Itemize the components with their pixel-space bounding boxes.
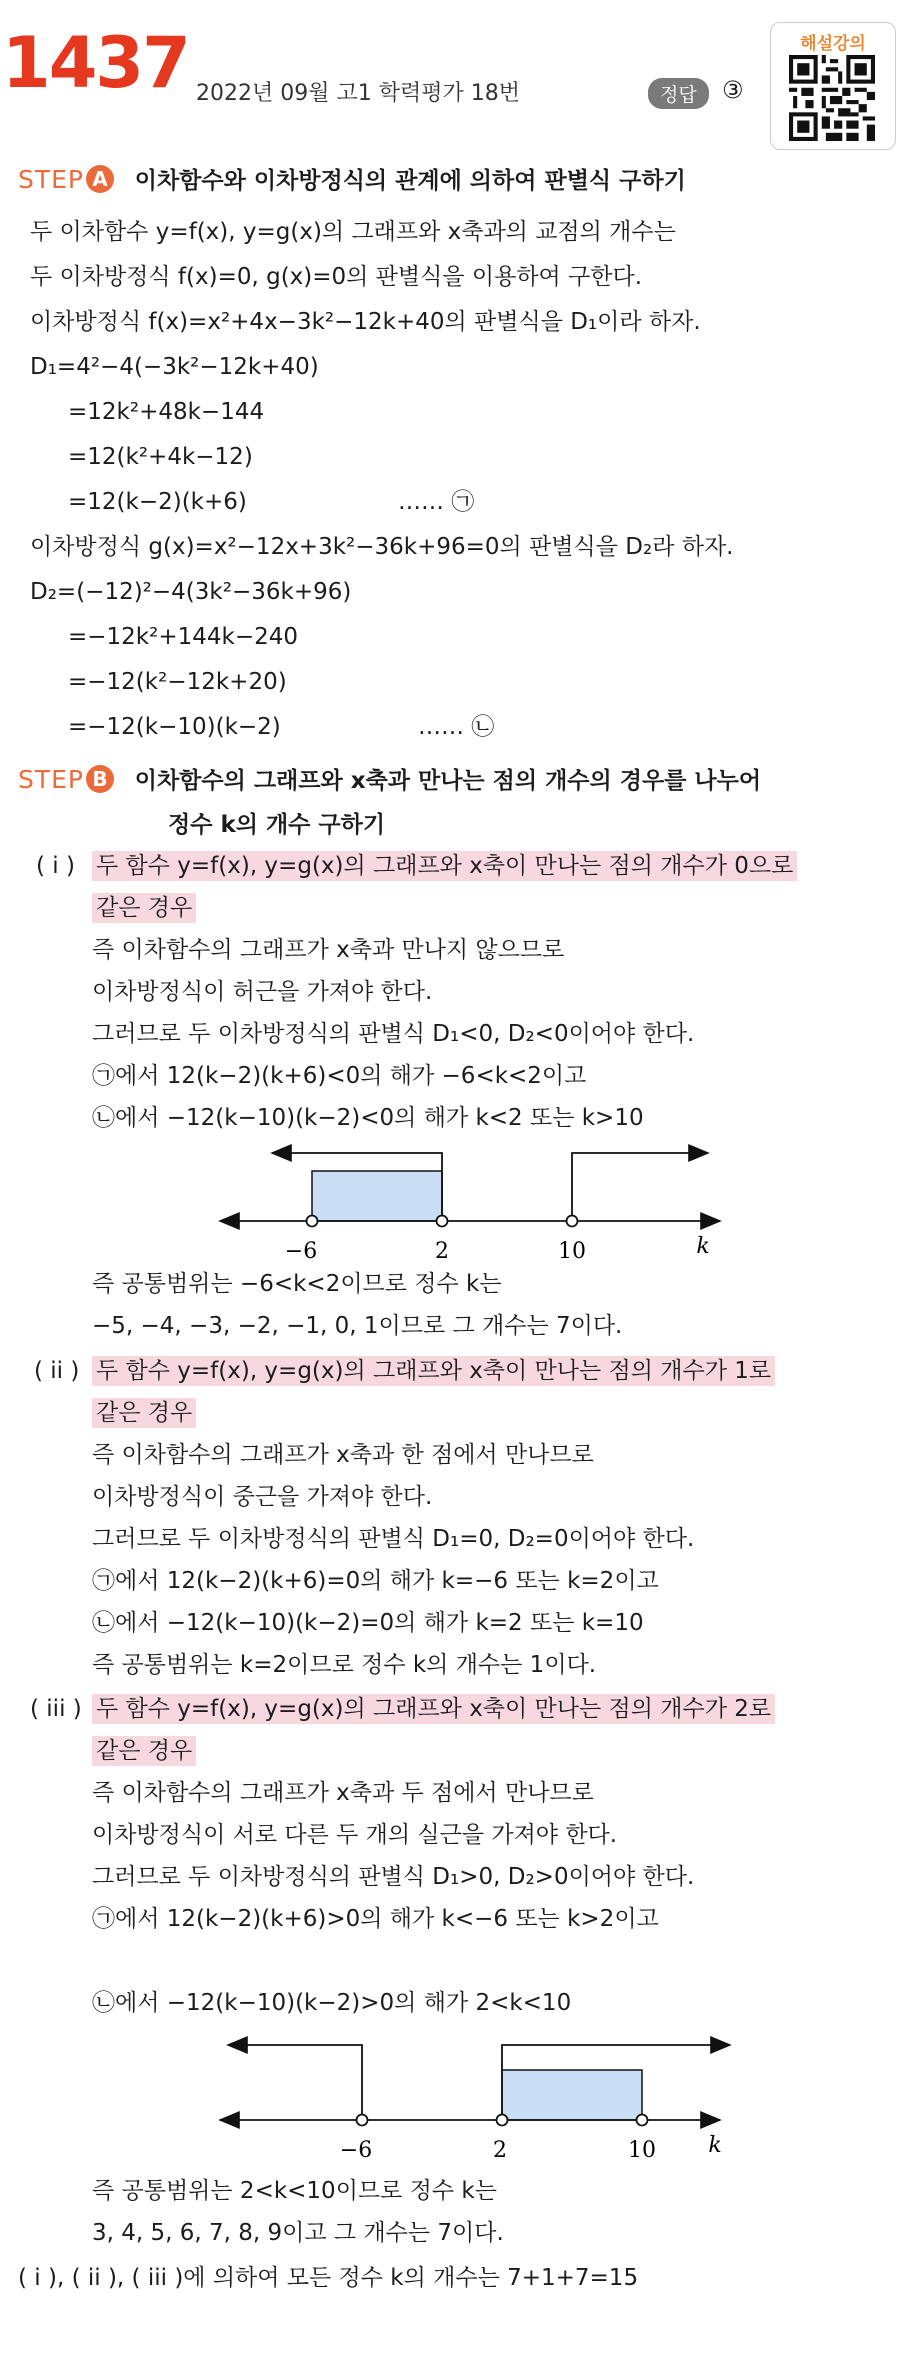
open-point [437, 1216, 448, 1227]
qr-label: 해설강의 [800, 34, 866, 54]
equation-line: =12(k−2)(k+6) [68, 489, 247, 515]
step-letter-badge: A [86, 165, 114, 193]
solution-region [502, 2070, 642, 2120]
equation-line: =−12(k²−12k+20) [68, 669, 287, 695]
step-label: STEP [18, 165, 85, 194]
case-heading [92, 850, 797, 882]
range-arrow-left [228, 2045, 362, 2120]
equation-line: =12k²+48k−144 [68, 399, 265, 425]
case-heading-text: 같은 경우 [92, 893, 196, 923]
step-b-header [18, 762, 761, 795]
case-heading-text: 같은 경우 [92, 1736, 196, 1766]
text-line: 이차방정식 g(x)=x²−12x+3k²−36k+96=0의 판별식을 D₂라 하자. [30, 534, 734, 560]
qr-lecture-box[interactable] [770, 22, 896, 150]
text-line: 즉 이차함수의 그래프가 x축과 두 점에서 만나므로 [92, 1780, 594, 1806]
open-point [357, 2115, 368, 2126]
axis-variable: k [696, 1234, 710, 1259]
problem-number: 1437 [2, 22, 189, 104]
text-line: −5, −4, −3, −2, −1, 0, 1이므로 그 개수는 7이다. [92, 1313, 623, 1339]
text-line: 그러므로 두 이차방정식의 판별식 D₁=0, D₂=0이어야 한다. [92, 1526, 695, 1552]
number-line-diagram-2 [200, 2025, 740, 2165]
step-b-title-cont: 정수 k의 개수 구하기 [168, 812, 386, 838]
equation-line: =−12(k−10)(k−2) [68, 714, 281, 740]
equation-mark: …… ㉡ [418, 714, 495, 740]
text-line: ㉡에서 −12(k−10)(k−2)<0의 해가 k<2 또는 k>10 [92, 1105, 644, 1131]
tick-label: 10 [628, 2138, 656, 2163]
case-heading [92, 1693, 775, 1725]
equation-line: D₂=(−12)²−4(3k²−36k+96) [30, 579, 352, 605]
tick-label: 10 [558, 1239, 586, 1264]
answer-badge: 정답 [648, 78, 709, 109]
open-point [567, 1216, 578, 1227]
equation-line: =−12k²+144k−240 [68, 624, 299, 650]
text-line: ㉠에서 12(k−2)(k+6)>0의 해가 k<−6 또는 k>2이고 [92, 1906, 659, 1932]
range-arrow-right [572, 1153, 708, 1221]
tick-label: −6 [339, 2138, 373, 2163]
open-point [307, 1216, 318, 1227]
number-line-diagram-1 [200, 1138, 740, 1278]
case-heading-cont [92, 1735, 196, 1767]
text-line: 이차방정식이 허근을 가져야 한다. [92, 979, 433, 1005]
tick-label: −6 [284, 1239, 318, 1264]
open-point [497, 2115, 508, 2126]
case-heading-text: 같은 경우 [92, 1398, 196, 1428]
equation-line: =12(k²+4k−12) [68, 444, 253, 470]
qr-code-icon[interactable] [785, 55, 879, 141]
tick-label: 2 [493, 2138, 507, 2163]
case-heading-text: 두 함수 y=f(x), y=g(x)의 그래프와 x축이 만나는 점의 개수가 2로 [92, 1694, 775, 1724]
text-line: 이차방정식이 서로 다른 두 개의 실근을 가져야 한다. [92, 1822, 618, 1848]
case-heading [92, 1355, 775, 1387]
text-line: 즉 공통범위는 2<k<10이므로 정수 k는 [92, 2178, 497, 2204]
open-point [637, 2115, 648, 2126]
text-line: 3, 4, 5, 6, 7, 8, 9이고 그 개수는 7이다. [92, 2220, 504, 2246]
text-line: ㉠에서 12(k−2)(k+6)=0의 해가 k=−6 또는 k=2이고 [92, 1568, 659, 1594]
text-line: 이차방정식이 중근을 가져야 한다. [92, 1484, 433, 1510]
text-line: ㉡에서 −12(k−10)(k−2)>0의 해가 2<k<10 [92, 1990, 572, 2016]
axis-variable: k [708, 2133, 722, 2158]
problem-source: 2022년 09월 고1 학력평가 18번 [196, 81, 520, 106]
text-line: 그러므로 두 이차방정식의 판별식 D₁>0, D₂>0이어야 한다. [92, 1864, 695, 1890]
tick-label: 2 [435, 1239, 449, 1264]
case-heading-cont [92, 1397, 196, 1429]
equation-mark: …… ㉠ [398, 489, 475, 515]
final-answer-line: ( i ), ( ii ), ( iii )에 의하여 모든 정수 k의 개수는 7+1+7=15 [18, 2265, 639, 2291]
solution-region [312, 1171, 442, 1221]
text-line: ㉠에서 12(k−2)(k+6)<0의 해가 −6<k<2이고 [92, 1063, 587, 1089]
text-line: 즉 이차함수의 그래프가 x축과 한 점에서 만나므로 [92, 1442, 594, 1468]
case-number: ( i ) [36, 853, 75, 879]
text-line: 즉 이차함수의 그래프가 x축과 만나지 않으므로 [92, 937, 565, 963]
text-line: 이차방정식 f(x)=x²+4x−3k²−12k+40의 판별식을 D₁이라 하자. [30, 309, 701, 335]
answer-value: ③ [722, 76, 744, 104]
case-heading-text: 두 함수 y=f(x), y=g(x)의 그래프와 x축이 만나는 점의 개수가 0으로 [92, 851, 797, 881]
step-b-title: 이차함수의 그래프와 x축과 만나는 점의 개수의 경우를 나누어 [134, 768, 762, 794]
case-number: ( ii ) [34, 1358, 80, 1384]
text-line: 두 이차함수 y=f(x), y=g(x)의 그래프와 x축과의 교점의 개수는 [30, 219, 676, 245]
text-line: ㉡에서 −12(k−10)(k−2)=0의 해가 k=2 또는 k=10 [92, 1610, 644, 1636]
case-heading-text: 두 함수 y=f(x), y=g(x)의 그래프와 x축이 만나는 점의 개수가 1로 [92, 1356, 775, 1386]
text-line: 즉 공통범위는 −6<k<2이므로 정수 k는 [92, 1271, 502, 1297]
step-a-header [18, 162, 686, 195]
step-letter-badge: B [86, 765, 114, 793]
equation-line: D₁=4²−4(−3k²−12k+40) [30, 354, 319, 380]
case-heading-cont [92, 892, 196, 924]
step-a-title: 이차함수와 이차방정식의 관계에 의하여 판별식 구하기 [134, 168, 686, 194]
case-number: ( iii ) [30, 1696, 82, 1722]
text-line: 그러므로 두 이차방정식의 판별식 D₁<0, D₂<0이어야 한다. [92, 1021, 695, 1047]
step-label: STEP [18, 765, 85, 794]
text-line: 두 이차방정식 f(x)=0, g(x)=0의 판별식을 이용하여 구한다. [30, 264, 643, 290]
text-line: 즉 공통범위는 k=2이므로 정수 k의 개수는 1이다. [92, 1652, 597, 1678]
